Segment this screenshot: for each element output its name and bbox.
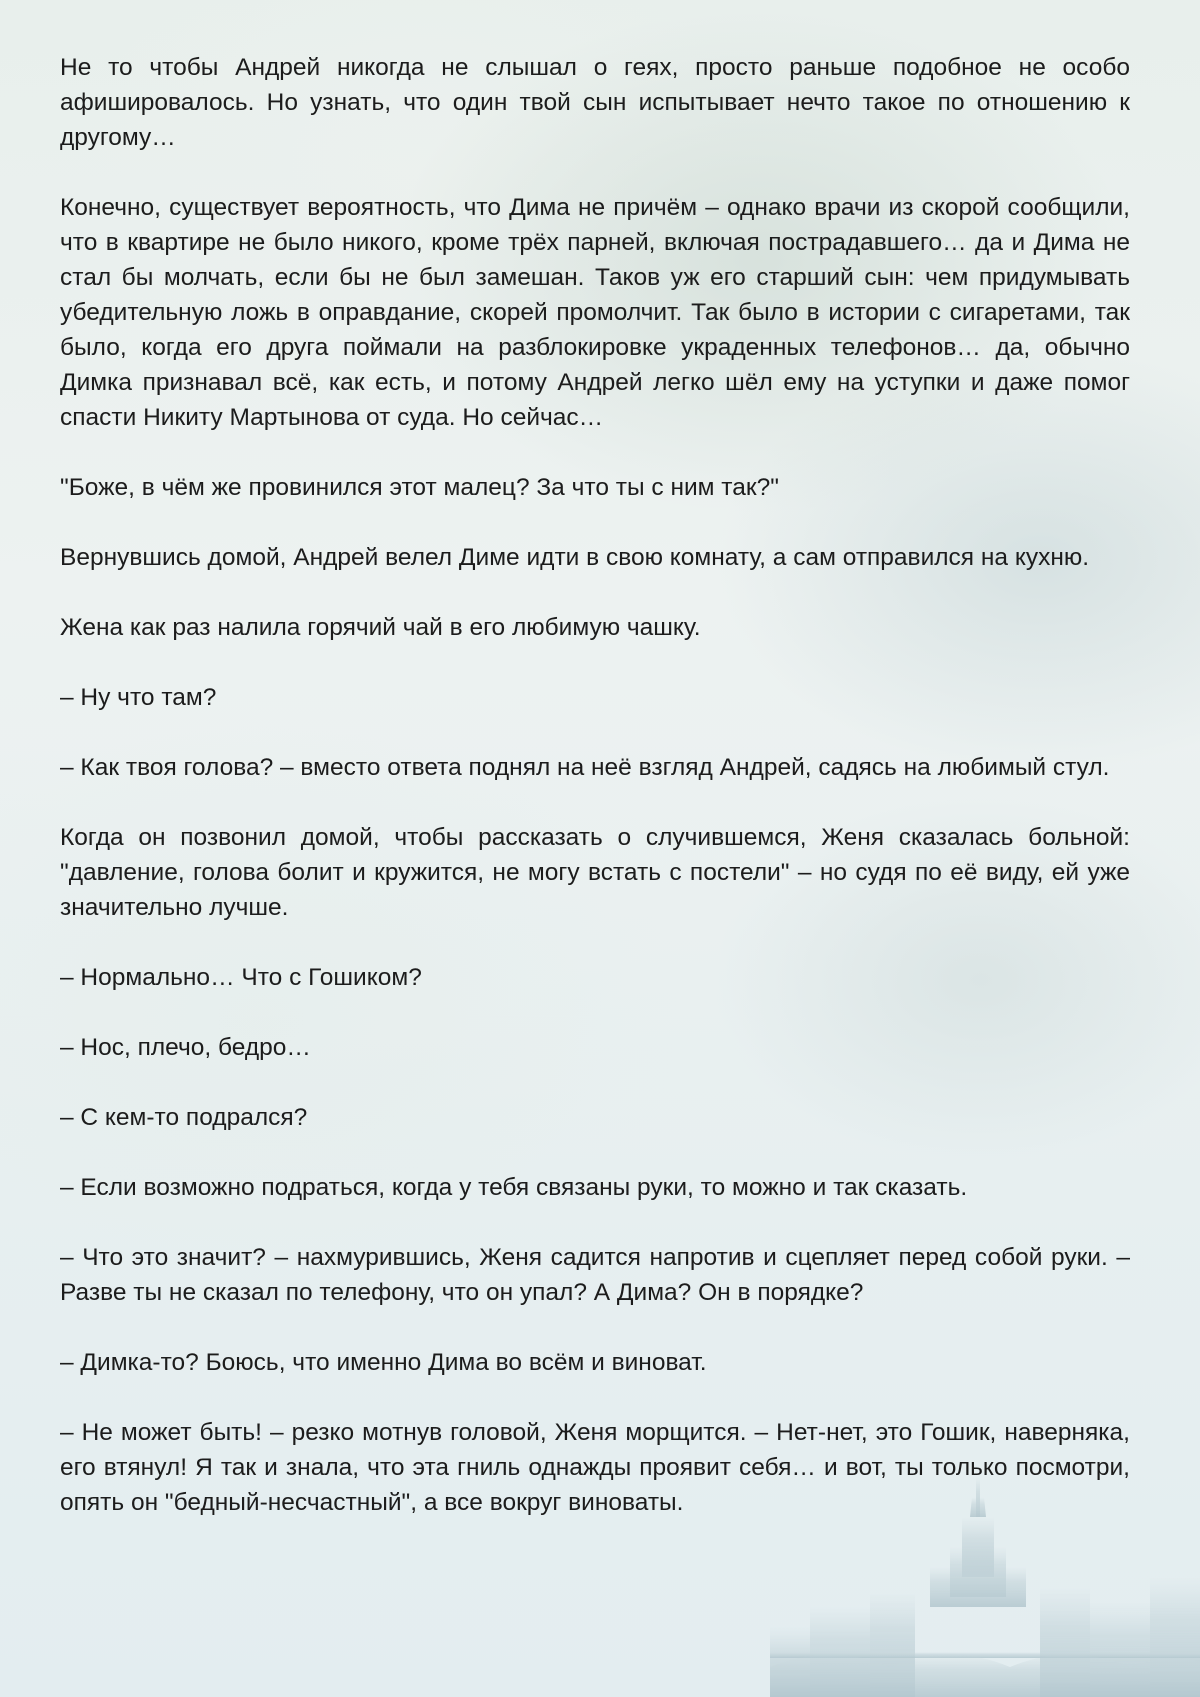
dialogue-line: – Нормально… Что с Гошиком? bbox=[60, 964, 422, 991]
dialogue-line: – Ну что там? bbox=[60, 684, 217, 711]
paragraph: Конечно, существует вероятность, что Дима не причём – однако врачи из скорой сообщили, что в квартире не было никого, кроме трёх парней, включая пострадавшего… да и Дима не стал бы молчать, если бы не был замешан. Таков уж его старший сын: чем придумывать убедительную ложь в оправдание, скорей промолчит. Так было в истории с сигаретами, так было, когда его друга поймали на разблокировке украденных телефонов… да, обычно Димка признавал всё, как есть, и потому Андрей легко шёл ему на уступки и даже помог спасти Никиту Мартынова от суда. Но сейчас… bbox=[60, 194, 1130, 431]
dialogue-line: – Не может быть! – резко мотнув головой, Женя морщится. – Нет-нет, это Гошик, наверняка, его втянул! Я так и знала, что эта гниль однажды проявит себя… и вот, ты только посмотри, опять он "бедный-несчастный", а все вокруг виноваты. bbox=[60, 1419, 1130, 1516]
dialogue-line: – Димка-то? Боюсь, что именно Дима во всём и виноват. bbox=[60, 1349, 707, 1376]
dialogue-line: – Как твоя голова? – вместо ответа поднял на неё взгляд Андрей, садясь на любимый стул. bbox=[60, 754, 1110, 781]
dialogue-line: – Если возможно подраться, когда у тебя связаны руки, то можно и так сказать. bbox=[60, 1174, 968, 1201]
paragraph: "Боже, в чём же провинился этот малец? За что ты с ним так?" bbox=[60, 474, 779, 501]
paragraph: Не то чтобы Андрей никогда не слышал о геях, просто раньше подобное не особо афишировалось. Но узнать, что один твой сын испытывает нечто такое по отношению к другому… bbox=[60, 54, 1130, 151]
dialogue-line: – Что это значит? – нахмурившись, Женя садится напротив и сцепляет перед собой руки. – Разве ты не сказал по телефону, что он упал? А Дима? Он в порядке? bbox=[60, 1244, 1130, 1306]
dialogue-line: – Нос, плечо, бедро… bbox=[60, 1034, 311, 1061]
paragraph: Когда он позвонил домой, чтобы рассказать о случившемся, Женя сказалась больной: "давление, голова болит и кружится, не могу встать с постели" – но судя по её виду, ей уже значительно лучше. bbox=[60, 824, 1130, 921]
story-text bbox=[60, 50, 1130, 1520]
paragraph: Жена как раз налила горячий чай в его любимую чашку. bbox=[60, 614, 701, 641]
paragraph: Вернувшись домой, Андрей велел Диме идти в свою комнату, а сам отправился на кухню. bbox=[60, 544, 1090, 571]
dialogue-line: – С кем-то подрался? bbox=[60, 1104, 308, 1131]
